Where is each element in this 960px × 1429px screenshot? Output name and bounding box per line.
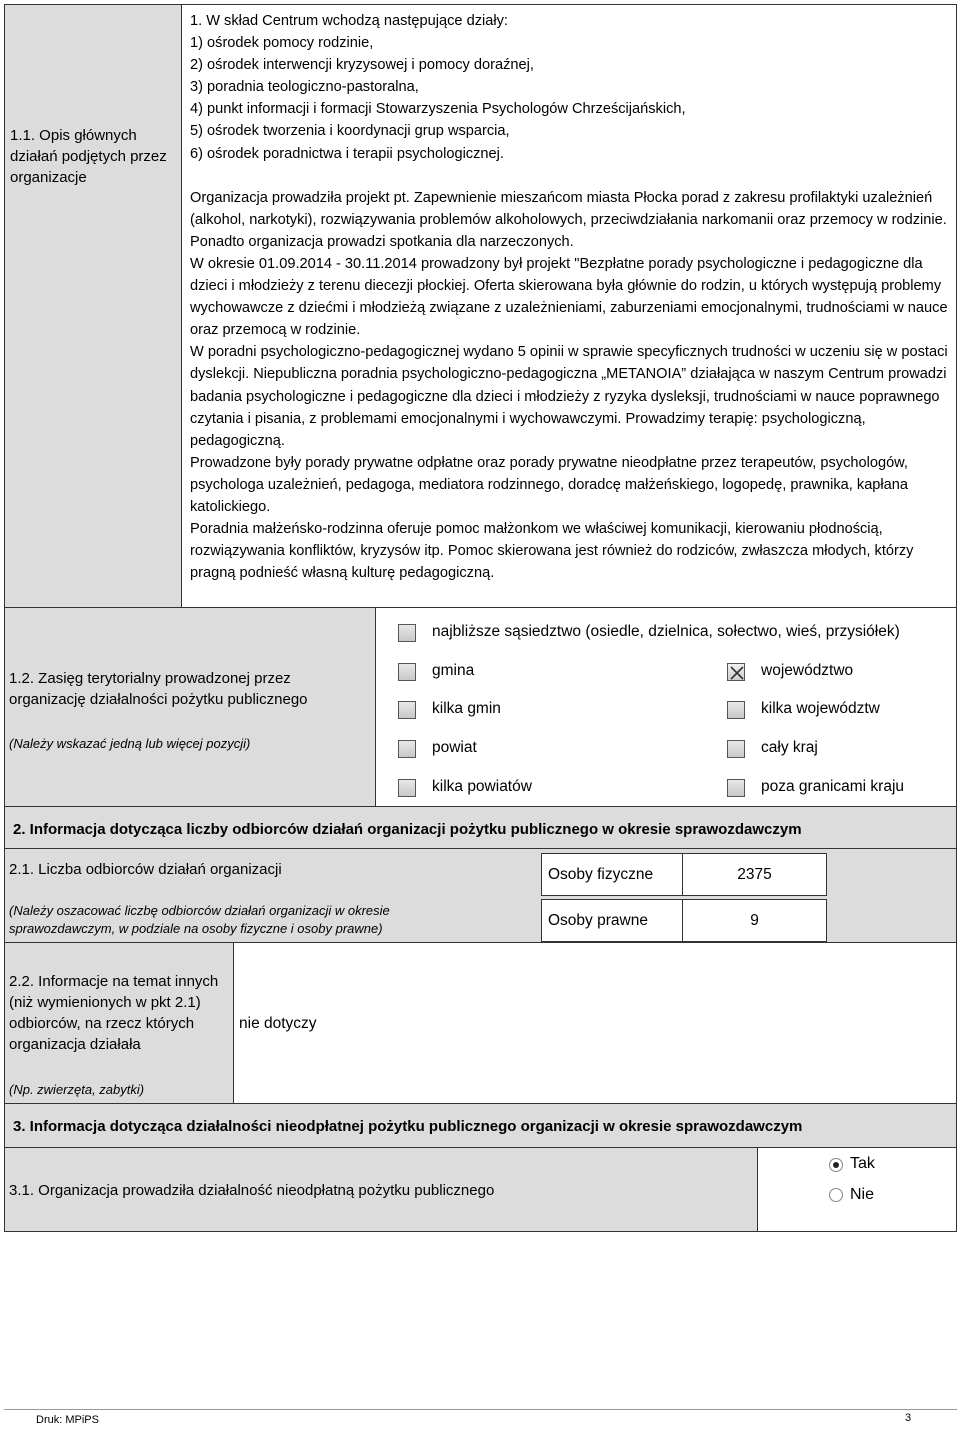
osoby-prawne-label: Osoby prawne <box>548 912 648 929</box>
osoby-prawne-value-cell[interactable] <box>682 899 827 942</box>
osoby-prawne-value: 9 <box>750 912 759 929</box>
radio-tak-label: Tak <box>850 1155 875 1172</box>
section-3-1-label-cell <box>4 1147 758 1232</box>
description-paragraph: 1. W skład Centrum wchodzą następujące działy: <box>190 13 508 29</box>
footer-print-label: Druk: MPiPS <box>36 1414 99 1426</box>
description-paragraph <box>190 165 950 187</box>
osoby-fizyczne-value-cell[interactable] <box>682 853 827 896</box>
footer-rule <box>4 1409 957 1410</box>
checkbox-sasiedztwo[interactable] <box>398 624 416 642</box>
section-3-1-label: 3.1. Organizacja prowadziła działalność nieodpłatną pożytku publicznego <box>9 1182 495 1199</box>
option-label-sasiedztwo: najbliższe sąsiedztwo (osiedle, dzielnica, sołectwo, wieś, przysiółek) <box>432 623 900 640</box>
option-label-caly-kraj: cały kraj <box>761 739 818 756</box>
section-1-2-hint: (Należy wskazać jedną lub więcej pozycji) <box>9 736 251 751</box>
description-paragraph: 5) ośrodek tworzenia i koordynacji grup wsparcia, <box>190 123 510 140</box>
section-1-1-label-cell <box>4 4 182 608</box>
description-paragraph: Poradnia małżeńsko-rodzinna oferuje pomoc małżonkom we właściwej komunikacji, kierowaniu płodnością, rozwiązywania konfliktów, kryzysów itp. Pomoc skierowana jest również do rodziców, zwłaszcza młodych, którzy pragną podnieść własną kulturę pedagogiczną. <box>190 521 914 582</box>
osoby-fizyczne-label-cell <box>541 853 683 896</box>
checkbox-wojewodztwo[interactable] <box>727 663 745 681</box>
section-1-1-description[interactable] <box>181 4 957 608</box>
option-label-poza-granicami: poza granicami kraju <box>761 778 905 795</box>
description-paragraph: 2) ośrodek interwencji kryzysowej i pomocy doraźnej, <box>190 57 534 74</box>
description-paragraph: Organizacja prowadziła projekt pt. Zapewnienie mieszańcom miasta Płocka porad z zakresu profilaktyki uzależnień (alkohol, narkotyki), rozwiązywania problemów alkoholowych, przeciwdziałania narkomanii oraz przemocy w rodzinie. <box>190 189 947 228</box>
radio-nie[interactable] <box>829 1188 843 1202</box>
osoby-fizyczne-value: 2375 <box>737 866 772 883</box>
section-2-heading: 2. Informacja dotycząca liczby odbiorców działań organizacji pożytku publicznego w okresie sprawozdawczym <box>4 806 957 849</box>
option-label-wojewodztwo: województwo <box>761 662 854 679</box>
section-1-2-label-cell <box>4 607 376 807</box>
section-3-1-options <box>757 1147 957 1232</box>
checkbox-kilka-powiatow[interactable] <box>398 779 416 797</box>
osoby-prawne-label-cell <box>541 899 683 942</box>
checkbox-kilka-wojewodztw[interactable] <box>727 701 745 719</box>
checkbox-poza-granicami[interactable] <box>727 779 745 797</box>
description-paragraph: Prowadzone były porady prywatne odpłatne oraz porady prywatne nieodpłatne przez terapeutów, psychologów, psychologa uzależnień, pedagoga, mediatora rodzinnego, doradcę małżeńskiego, logopedę, prawnika, kapłana katolickiego. <box>190 454 909 515</box>
description-paragraph: 3) poradnia teologiczno-pastoralna, <box>190 79 419 96</box>
section-2-2-value-cell[interactable] <box>233 942 957 1104</box>
radio-tak[interactable] <box>829 1158 843 1172</box>
option-label-kilka-wojewodztw: kilka województw <box>761 700 880 717</box>
description-paragraph: 1) ośrodek pomocy rodzinie, <box>190 35 374 52</box>
checkbox-kilka-gmin[interactable] <box>398 701 416 719</box>
section-2-2-label-cell <box>4 942 234 1104</box>
section-2-1-hint: (Należy oszacować liczbę odbiorców działań organizacji w okresie sprawozdawczym, w podziale na osoby fizyczne i osoby prawne) <box>9 903 390 936</box>
checkmark-x-icon <box>728 664 746 682</box>
checkbox-caly-kraj[interactable] <box>727 740 745 758</box>
description-paragraph: W poradni psychologiczno-pedagogicznej wydano 5 opinii w sprawie specyficznych trudności w uczeniu się w postaci dyslekcji. Niepubliczna poradnia psychologiczno-pedagogiczna „METANOIA” działająca w naszym Centrum prowadzi badania psychologiczne i pedagogiczne dla dzieci i młodzieży z ryzyka dysleksji, trudnościami w nauce poprawnego czytania i pisania, z problemami emocjonalnymi i wychowawczymi. Prowadzimy terapię: psychologiczną, pedagogiczną. <box>190 344 948 449</box>
section-2-2-value: nie dotyczy <box>239 1015 317 1032</box>
section-1-2-options <box>375 607 957 807</box>
checkbox-gmina[interactable] <box>398 663 416 681</box>
checkbox-powiat[interactable] <box>398 740 416 758</box>
option-label-kilka-gmin: kilka gmin <box>432 700 501 717</box>
section-2-2-hint: (Np. zwierzęta, zabytki) <box>9 1082 145 1097</box>
description-paragraph: Ponadto organizacja prowadzi spotkania dla narzeczonych. <box>190 233 574 250</box>
option-label-powiat: powiat <box>432 739 477 756</box>
section-1-2-label: 1.2. Zasięg terytorialny prowadzonej przez organizację działalności pożytku publicznego <box>9 670 308 708</box>
option-label-gmina: gmina <box>432 662 475 679</box>
footer-page-number: 3 <box>905 1412 912 1424</box>
section-2-1-label: 2.1. Liczba odbiorców działań organizacji <box>9 861 282 878</box>
osoby-fizyczne-label: Osoby fizyczne <box>548 866 654 883</box>
description-paragraph: 4) punkt informacji i formacji Stowarzyszenia Psychologów Chrześcijańskich, <box>190 101 686 118</box>
description-paragraph: W okresie 01.09.2014 - 30.11.2014 prowadzony był projekt "Bezpłatne porady psychologiczne i pedagogiczne dla dzieci i młodzieży z terenu diecezji płockiej. Oferta skierowana była głównie do rodzin, u których występują problemy wychowawcze z dziećmi i młodzieżą związane z uzależnieniami, zaburzeniami emocjonalnymi, trudnościami w nauce oraz przemocą w rodzinie. <box>190 255 948 339</box>
section-2-2-label: 2.2. Informacje na temat innych (niż wymienionych w pkt 2.1) odbiorców, na rzecz których organizacja działała <box>9 973 219 1053</box>
section-3-heading: 3. Informacja dotycząca działalności nieodpłatnej pożytku publicznego organizacji w okresie sprawozdawczym <box>4 1103 957 1148</box>
radio-nie-label: Nie <box>850 1186 875 1203</box>
option-label-kilka-powiatow: kilka powiatów <box>432 778 532 795</box>
section-1-1-label: 1.1. Opis głównych działań podjętych przez organizacje <box>10 127 167 186</box>
description-paragraph: 6) ośrodek poradnictwa i terapii psychologicznej. <box>190 145 504 162</box>
